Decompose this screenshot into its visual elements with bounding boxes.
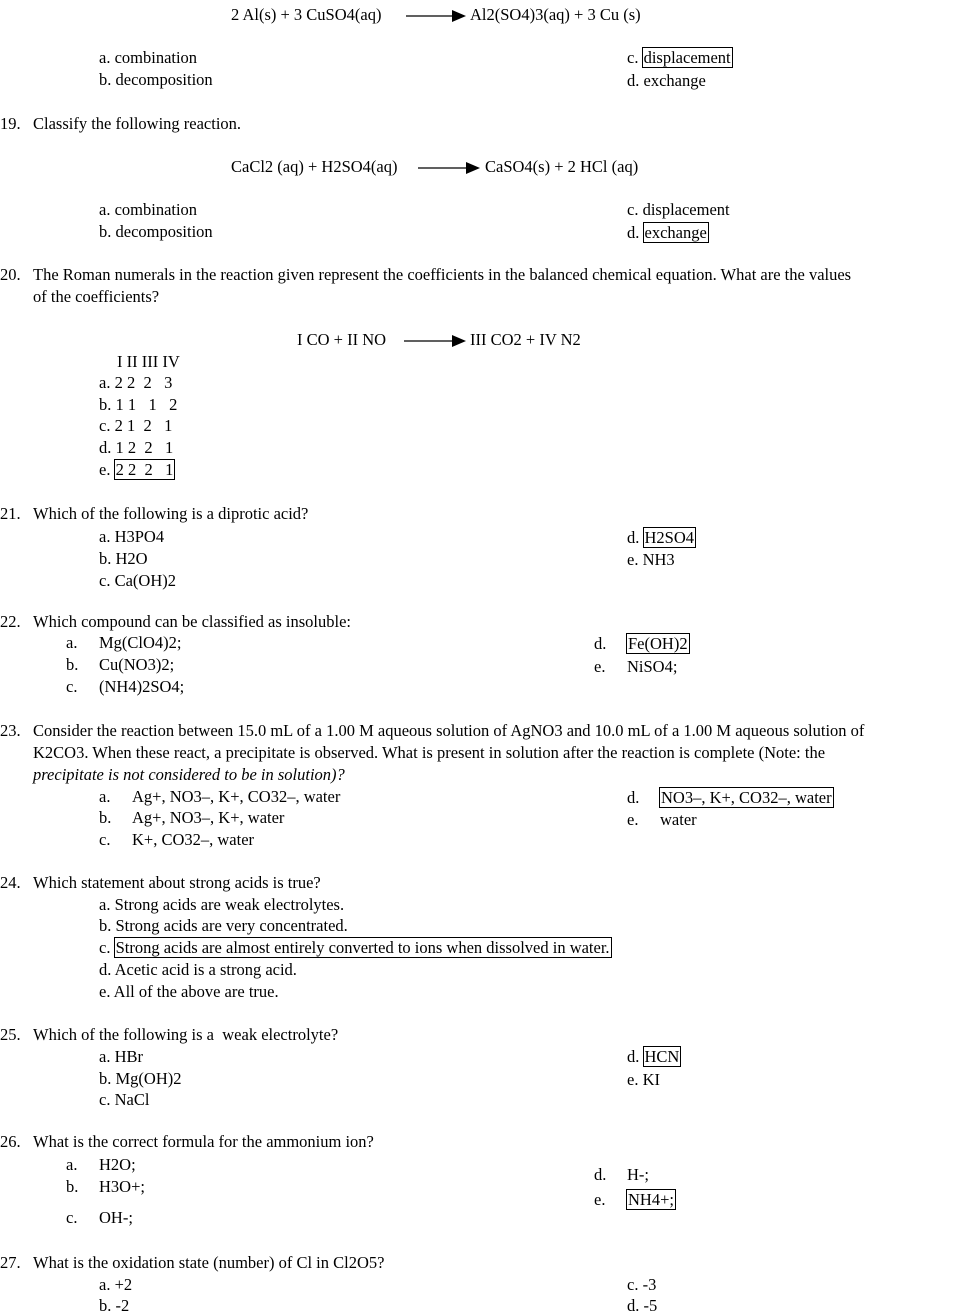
q18-option-d[interactable]: d. exchange xyxy=(627,71,706,90)
q19-option-a[interactable]: a. combination xyxy=(99,200,198,219)
reaction-arrow-icon xyxy=(404,334,466,348)
q24-option-a[interactable]: a. Strong acids are weak electrolytes. xyxy=(99,895,345,914)
q23-number: 23. xyxy=(0,721,21,740)
q22-label-e: e. xyxy=(594,657,606,676)
q27-option-d[interactable]: d. -5 xyxy=(627,1296,658,1315)
q19-products: CaSO4(s) + 2 HCl (aq) xyxy=(485,157,639,176)
q18-products: Al2(SO4)3(aq) + 3 Cu (s) xyxy=(470,5,641,24)
q23-option-a[interactable]: Ag+, NO3–, K+, CO32–, water xyxy=(132,787,341,806)
q20-question-line1: The Roman numerals in the reaction given represent the coefficients in the balanced chemical equation. What are the values xyxy=(33,265,852,284)
q23-option-e[interactable]: water xyxy=(660,810,697,829)
q26-question: What is the correct formula for the ammonium ion? xyxy=(33,1132,374,1151)
q20-option-d[interactable]: d. 1 2 2 1 xyxy=(99,438,174,457)
q25-option-c[interactable]: c. NaCl xyxy=(99,1090,150,1109)
q25-option-d[interactable]: d. HCN xyxy=(627,1047,680,1066)
q19-option-c[interactable]: c. displacement xyxy=(627,200,730,219)
q22-label-d: d. xyxy=(594,634,607,653)
q18-option-c[interactable]: c. displacement xyxy=(627,48,731,67)
q21-option-e[interactable]: e. NH3 xyxy=(627,550,675,569)
q21-option-b[interactable]: b. H2O xyxy=(99,549,148,568)
q22-option-b[interactable]: Cu(NO3)2; xyxy=(99,655,175,674)
answer-box: HCN xyxy=(644,1047,680,1066)
q21-option-c[interactable]: c. Ca(OH)2 xyxy=(99,571,176,590)
reaction-arrow-icon xyxy=(406,9,466,23)
q24-number: 24. xyxy=(0,873,21,892)
q24-option-d[interactable]: d. Acetic acid is a strong acid. xyxy=(99,960,297,979)
q26-label-e: e. xyxy=(594,1190,606,1209)
q20-column-header: I II III IV xyxy=(117,352,180,371)
q20-option-c[interactable]: c. 2 1 2 1 xyxy=(99,416,173,435)
answer-box: H2SO4 xyxy=(644,528,695,547)
q20-option-b[interactable]: b. 1 1 1 2 xyxy=(99,395,178,414)
q20-option-a[interactable]: a. 2 2 2 3 xyxy=(99,373,173,392)
q22-option-c[interactable]: (NH4)2SO4; xyxy=(99,677,185,696)
q20-option-e[interactable]: e. 2 2 2 1 xyxy=(99,460,174,479)
q26-option-d[interactable]: H-; xyxy=(627,1165,649,1184)
answer-box: displacement xyxy=(643,48,731,67)
q27-option-b[interactable]: b. -2 xyxy=(99,1296,130,1315)
q19-reactants: CaCl2 (aq) + H2SO4(aq) xyxy=(231,157,398,176)
q23-label-c: c. xyxy=(99,830,111,849)
q19-option-b[interactable]: b. decomposition xyxy=(99,222,213,241)
q23-label-e: e. xyxy=(627,810,639,829)
q22-option-e[interactable]: NiSO4; xyxy=(627,657,678,676)
q18-option-a[interactable]: a. combination xyxy=(99,48,198,67)
q20-question-line2: of the coefficients? xyxy=(33,287,160,306)
q21-option-d[interactable]: d. H2SO4 xyxy=(627,528,695,547)
q21-option-a[interactable]: a. H3PO4 xyxy=(99,527,165,546)
q21-question: Which of the following is a diprotic acid? xyxy=(33,504,309,523)
q25-option-a[interactable]: a. HBr xyxy=(99,1047,143,1066)
q26-option-a[interactable]: H2O; xyxy=(99,1155,136,1174)
q27-option-c[interactable]: c. -3 xyxy=(627,1275,657,1294)
q22-option-a[interactable]: Mg(ClO4)2; xyxy=(99,633,182,652)
q22-option-d[interactable] xyxy=(627,634,689,654)
answer-box: 2 2 2 1 xyxy=(115,460,174,479)
q26-option-b[interactable]: H3O+; xyxy=(99,1177,145,1196)
q26-label-a: a. xyxy=(66,1155,78,1174)
q23-label-a: a. xyxy=(99,787,111,806)
q23-label-b: b. xyxy=(99,808,112,827)
q23-option-b[interactable]: Ag+, NO3–, K+, water xyxy=(132,808,285,827)
q26-label-b: b. xyxy=(66,1177,79,1196)
q24-option-e[interactable]: e. All of the above are true. xyxy=(99,982,279,1001)
answer-box: NH4+; xyxy=(628,1190,674,1209)
q26-option-e[interactable] xyxy=(627,1190,675,1210)
q21-number: 21. xyxy=(0,504,21,523)
q20-products: III CO2 + IV N2 xyxy=(470,330,581,349)
q23-label-d: d. xyxy=(627,788,640,807)
q23-option-d[interactable] xyxy=(660,788,833,808)
q19-option-d[interactable]: d. exchange xyxy=(627,223,707,242)
q27-option-a[interactable]: a. +2 xyxy=(99,1275,133,1294)
q22-label-b: b. xyxy=(66,655,79,674)
q24-question: Which statement about strong acids is true? xyxy=(33,873,321,892)
q22-label-c: c. xyxy=(66,677,78,696)
answer-box: Fe(OH)2 xyxy=(628,634,688,653)
q18-reactants: 2 Al(s) + 3 CuSO4(aq) xyxy=(231,5,382,24)
q27-question: What is the oxidation state (number) of Cl in Cl2O5? xyxy=(33,1253,385,1272)
q23-line1: Consider the reaction between 15.0 mL of a 1.00 M aqueous solution of AgNO3 and 10.0 mL of a 1.00 M aqueous solution of xyxy=(33,721,865,740)
q18-option-b[interactable]: b. decomposition xyxy=(99,70,213,89)
q26-number: 26. xyxy=(0,1132,21,1151)
q20-reactants: I CO + II NO xyxy=(297,330,387,349)
q23-option-c[interactable]: K+, CO32–, water xyxy=(132,830,255,849)
answer-box: exchange xyxy=(644,223,707,242)
q19-number: 19. xyxy=(0,114,21,133)
q24-option-c[interactable]: c. Strong acids are almost entirely converted to ions when dissolved in water. xyxy=(99,938,610,957)
q25-option-e[interactable]: e. KI xyxy=(627,1070,660,1089)
q23-line3: precipitate is not considered to be in solution)? xyxy=(33,765,345,784)
answer-box: Strong acids are almost entirely converted to ions when dissolved in water. xyxy=(115,938,610,957)
q22-number: 22. xyxy=(0,612,21,631)
answer-box: NO3–, K+, CO32–, water xyxy=(661,788,832,807)
q25-option-b[interactable]: b. Mg(OH)2 xyxy=(99,1069,182,1088)
q26-label-d: d. xyxy=(594,1165,607,1184)
q22-label-a: a. xyxy=(66,633,78,652)
q27-number: 27. xyxy=(0,1253,21,1272)
q23-line2: K2CO3. When these react, a precipitate is observed. What is present in solution after the reaction is complete (Note: the xyxy=(33,743,826,762)
q19-question: Classify the following reaction. xyxy=(33,114,242,133)
q26-label-c: c. xyxy=(66,1208,78,1227)
q25-number: 25. xyxy=(0,1025,21,1044)
q24-option-b[interactable]: b. Strong acids are very concentrated. xyxy=(99,916,348,935)
q22-question: Which compound can be classified as insoluble: xyxy=(33,612,351,631)
q25-question: Which of the following is a weak electrolyte? xyxy=(33,1025,339,1044)
q26-option-c[interactable]: OH-; xyxy=(99,1208,133,1227)
reaction-arrow-icon xyxy=(418,161,480,175)
q20-number: 20. xyxy=(0,265,21,284)
